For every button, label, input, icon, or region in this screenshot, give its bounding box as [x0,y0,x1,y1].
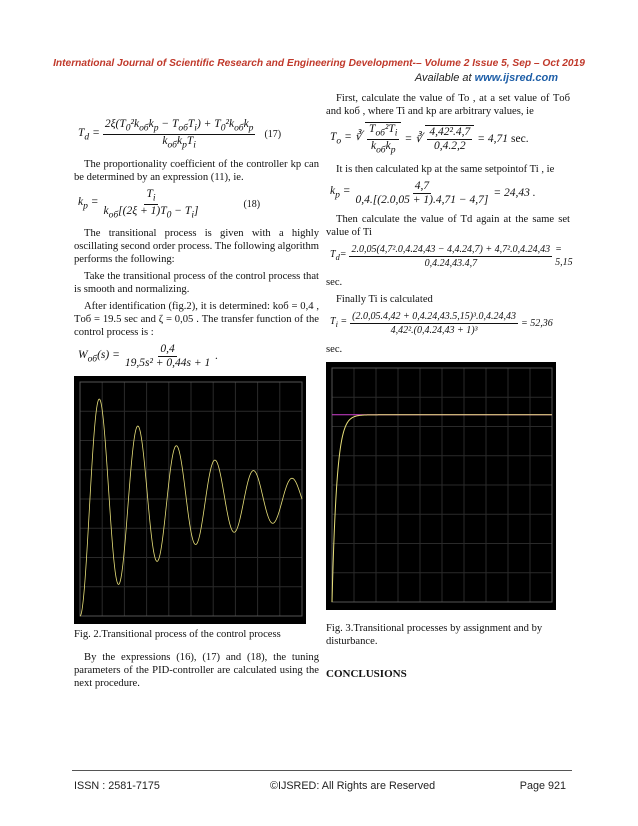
availability-line [415,72,558,84]
paragraph-calculate-to: First, calculate the value of To , at a set value of Tоб and kоб , where Ti and kp are arbitrary values, ie [326,93,570,117]
equation-kp: $k_p$ = $\frac{4,7}{0,4.[(2.0,05 + 1).4,71 - 4,7]}$ = 24,43 . [330,179,536,206]
eq-ti-denominator: 4,42².(0,4.24,43 + 1)³ [390,324,478,336]
eq-to-result: = 4,71 [477,132,509,145]
eq-ti-numerator: (2.0,05.4,42 + 0,4.24,43.5,15)³.0,4.24,43 [352,310,517,322]
figure-2-chart [74,376,306,624]
eq17-label: (17) [264,129,282,141]
equation-17: $T_d$ = $\frac{2\xi(T_0^2k_{об}k_p - T_{об}T_i) + T_0^2k_{об}k_p}{k_{об}k_pT_i}$ (17) [78,118,282,151]
eq-td-numerator: 2.0,05(4,7².0,4.24,43 − 4,4.24,7) + 4,7².0,4.24,43 [351,243,551,255]
eq-ti-result: = 52,36 [521,317,553,329]
equation-18: $k_p$ = $\frac{T_i}{k_{об}[(2\xi + 1)T_0 - T_i]}$ (18) [78,187,261,221]
paragraph-calculate-td: Then calculate the value of Td again at the same set value of Ti [326,213,570,238]
conclusions-heading: CONCLUSIONS [326,667,407,680]
footer-issn: ISSN : 2581-7175 [74,780,160,792]
eq-to-sec: sec. [511,132,529,145]
eq-w-numerator: 0,4 [160,343,175,356]
left-column [74,92,319,694]
paragraph-calculate-kp: It is then calculated kp at the same setpointof Ti , ie [336,163,555,175]
paragraph-tuning-parameters: By the expressions (16), (17) and (18), the tuning parameters of the PID-controller are calculated using the next procedure. [74,652,319,690]
eq18-label: (18) [243,198,261,210]
sec-label-1: sec. [326,276,343,288]
eq-to-numerator: 4,42².4,7 [429,126,471,139]
paragraph-transitional-process: The transitional process is given with a highly oscillating second order process. The following algorithm performs the following: [74,228,319,266]
available-prefix: Available at [414,72,475,84]
eq-to-denominator: 0,4.2,2 [434,140,466,153]
figure-3-caption: Fig. 3.Transitional processes by assignment and by disturbance. [326,622,543,647]
eq-td-denominator: 0,4.24,43.4,7 [424,257,478,269]
figure-2-caption: Fig. 2.Transitional process of the control process [74,629,281,641]
equation-td: $T_d=$ $\frac{\text{2.0,05(4,7².0,4.24,43 − 4,4.24,7) + 4,7².0,4.24,43}}{0,4.24,43.4,7}$ = 5,15 [330,243,573,269]
footer-page: Page 921 [519,780,566,792]
equation-transfer-function: $W_{об}(s)$ = $\frac{0,4}{\text{19,5s² + 0,44s + 1}}$ . [78,343,219,370]
sec-label-2: sec. [326,343,343,355]
footer-divider [72,770,572,771]
paragraph-controller-coefficient: The proportionality coefficient of the controller kp can be determined by an expression (11), ie. [74,158,319,183]
paragraph-take-process: Take the transitional process of the control process that is smooth and normalizing. [74,271,319,296]
footer-rights: ©IJSRED: All Rights are Reserved [270,780,436,792]
figure-3-chart [326,362,556,610]
eq-kp-numerator: 4,7 [414,179,430,192]
figure-3-plot [326,362,556,610]
equation-ti: $T_i$ = $\frac{\text{(2.0,05.4,42 + 0,4.24,43.5,15)³.0,4.24,43}}{\text{4,42².(0,4.24,43 + 1)³}}$ = 52,36 [330,310,553,336]
equation-to: $T_o$ = ∛ $\frac{T_{об}^2T_i}{k_{об}k_p}$ = ∛ $\frac{\text{4,42².4,7}}{0,4.2,2}$ = 4,71 sec. [330,123,529,156]
figure-2-plot [74,376,306,624]
journal-link[interactable]: www.ijsred.com [474,72,558,84]
right-column [326,92,573,681]
journal-header: International Journal of Scientific Research and Engineering Development-– Volume 2 Issue 5, Sep – Oct 2019 [53,58,585,69]
paragraph-calculate-ti: Finally Ti is calculated [336,293,433,305]
eq-td-result: = 5,15 [555,244,573,269]
eq-kp-denominator: 0,4.[(2.0,05 + 1).4,71 − 4,7] [355,193,489,206]
eq-kp-result: = 24,43 . [493,186,536,199]
paragraph-identification: After identification (fig.2), it is determined: kоб = 0,4 , Tоб = 19.5 sec and ζ = 0,05 . The transfer function of the control process is : [74,301,319,339]
eq-w-denominator: 19,5s² + 0,44s + 1 [124,357,211,370]
